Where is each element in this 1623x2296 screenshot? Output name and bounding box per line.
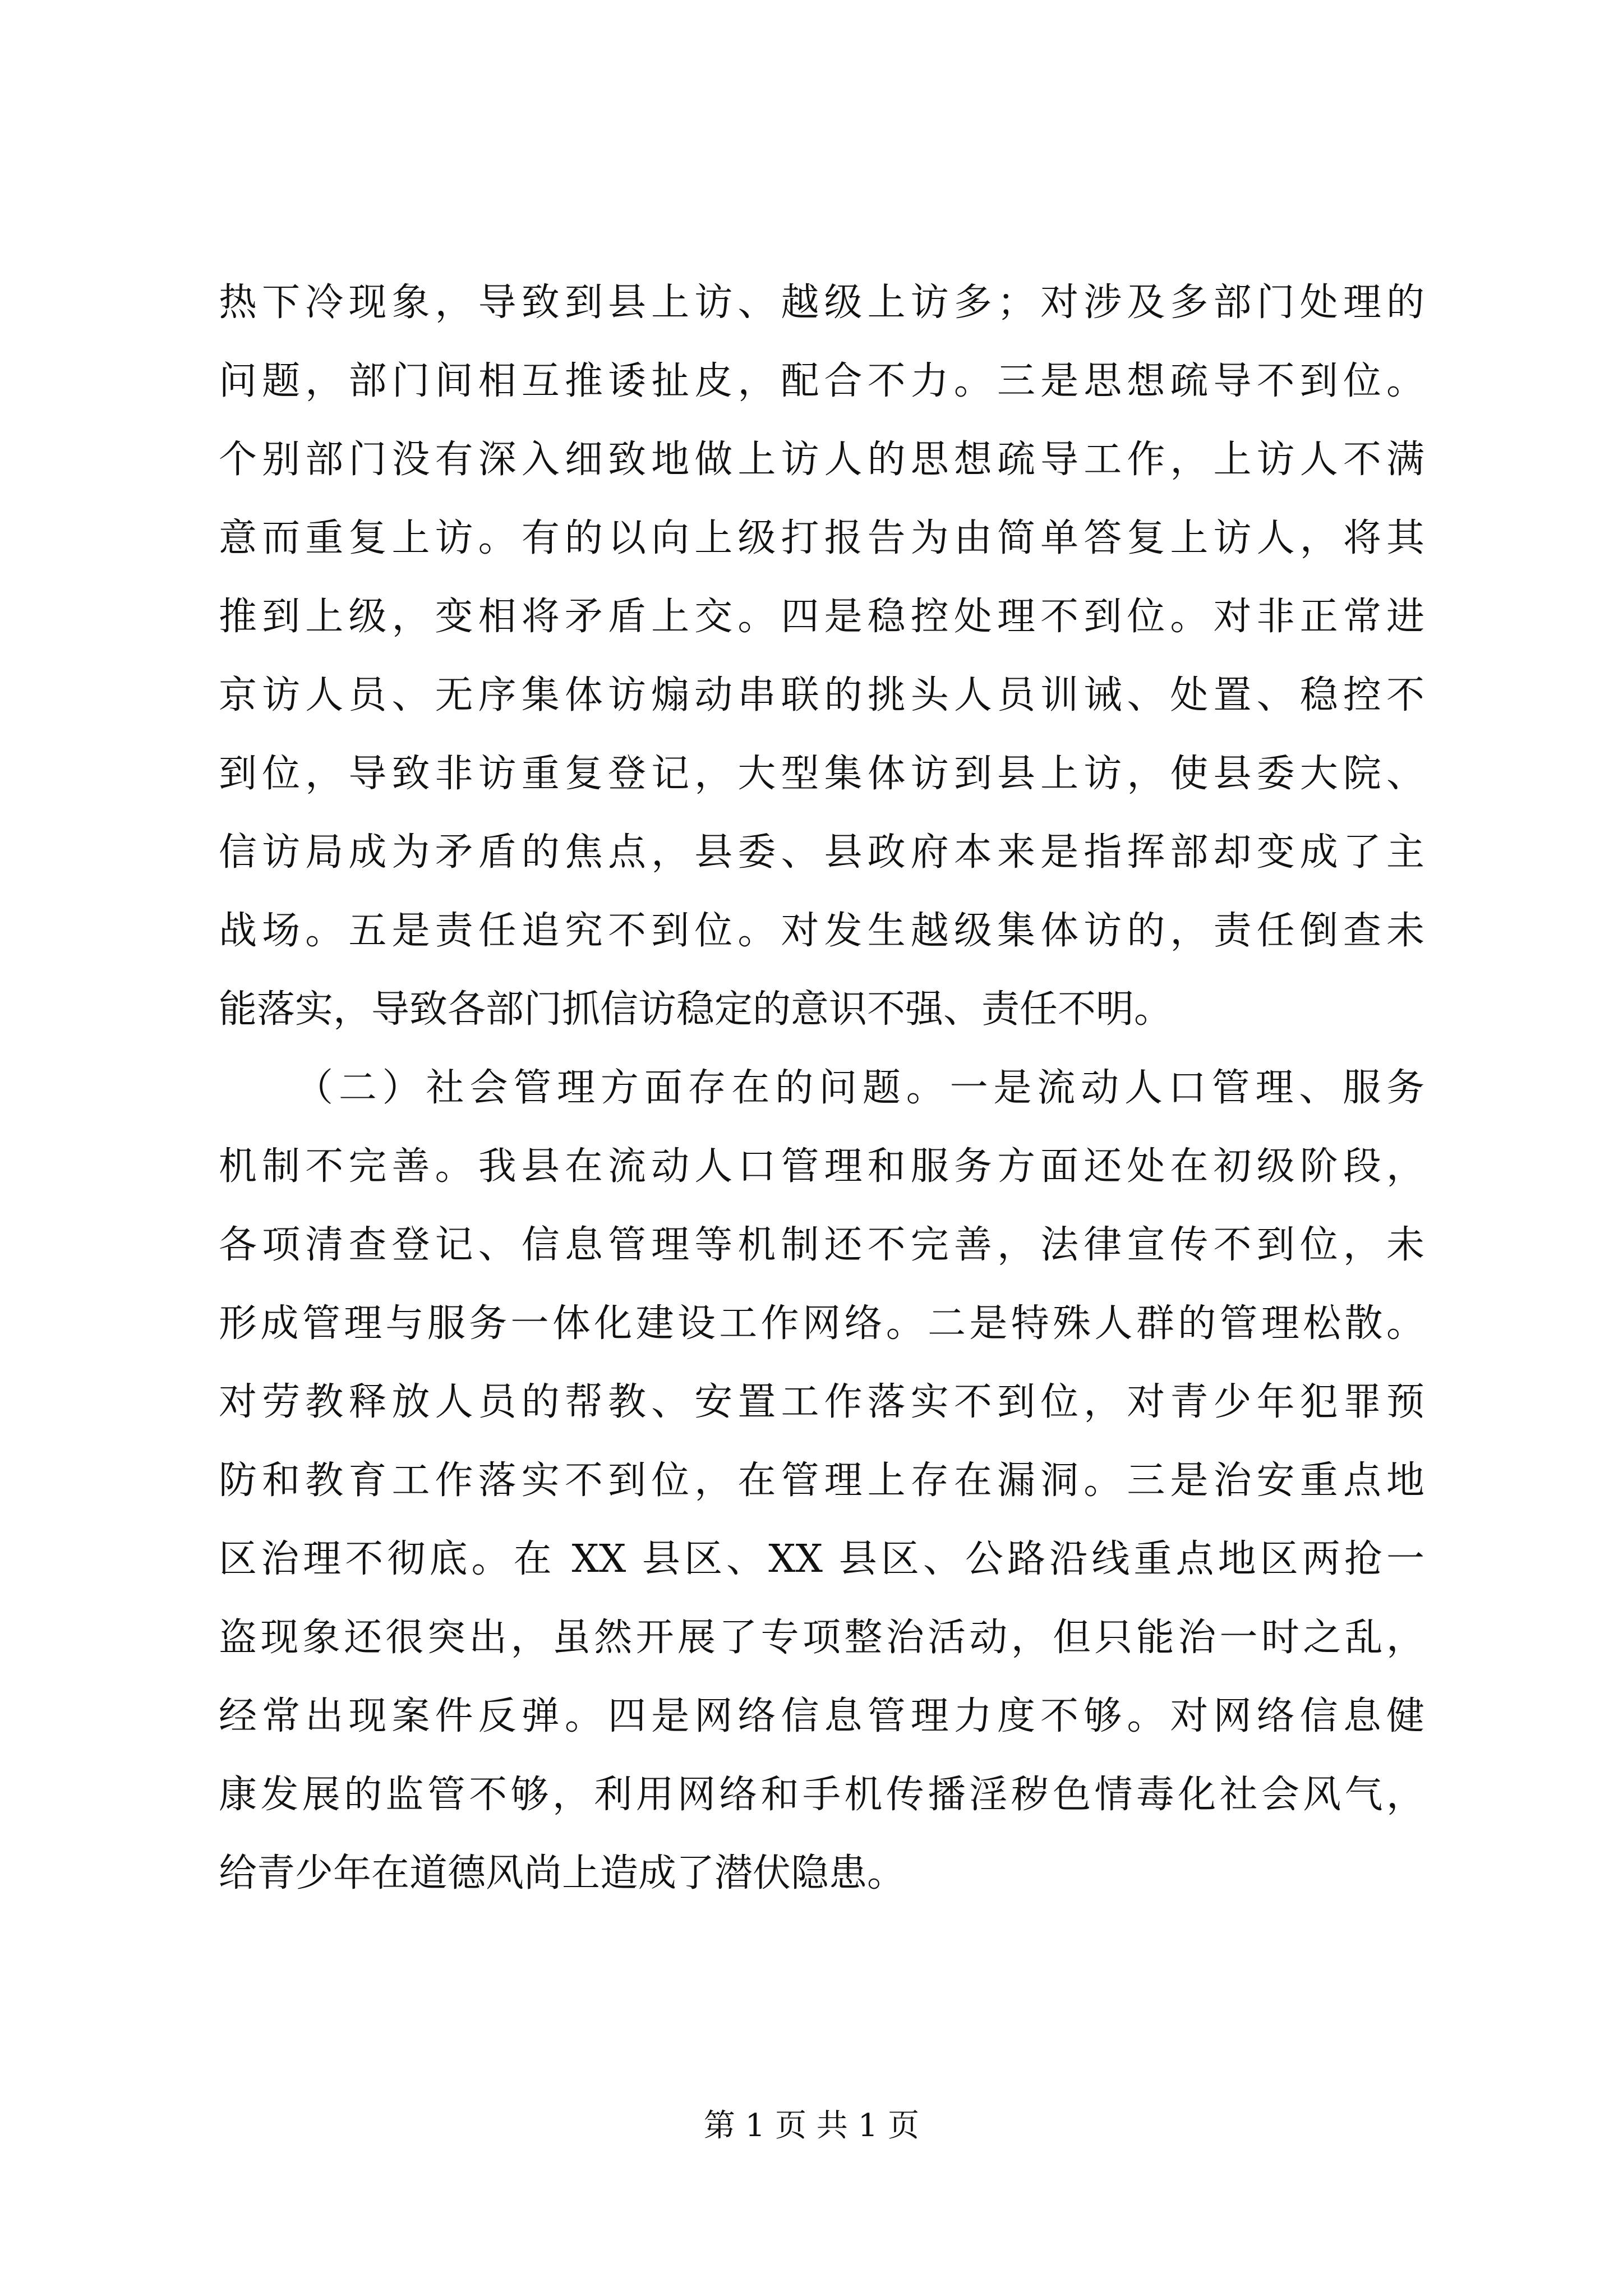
text-line: 给青少年在道德风尚上造成了潜伏隐患。 (219, 1851, 906, 1895)
document-body (219, 264, 1424, 1913)
text-line: 到位，导致非访重复登记，大型集体访到县上访，使县委大院、 (219, 752, 1424, 796)
text-line: 推到上级，变相将矛盾上交。四是稳控处理不到位。对非正常进 (219, 595, 1424, 639)
paragraph-2 (219, 1049, 1424, 1913)
text-line: 形成管理与服务一体化建设工作网络。二是特殊人群的管理松散。 (219, 1301, 1424, 1346)
text-line: 对劳教释放人员的帮教、安置工作落实不到位，对青少年犯罪预 (219, 1380, 1424, 1424)
text-line: 战场。五是责任追究不到位。对发生越级集体访的，责任倒查未 (219, 909, 1424, 953)
text-line: 机制不完善。我县在流动人口管理和服务方面还处在初级阶段， (219, 1144, 1424, 1189)
text-line: 盗现象还很突出，虽然开展了专项整治活动，但只能治一时之乱， (219, 1616, 1424, 1660)
page-footer (0, 2104, 1623, 2148)
text-line: 信访局成为矛盾的焦点，县委、县政府本来是指挥部却变成了主 (219, 830, 1424, 875)
text-line: 各项清查登记、信息管理等机制还不完善，法律宣传不到位，未 (219, 1223, 1424, 1267)
text-line: 防和教育工作落实不到位，在管理上存在漏洞。三是治安重点地 (219, 1458, 1424, 1503)
page-number-label: 第 1 页 共 1 页 (703, 2108, 920, 2144)
text-line: 京访人员、无序集体访煽动串联的挑头人员训诫、处置、稳控不 (219, 673, 1424, 717)
paragraph-1 (219, 264, 1424, 1049)
text-line: 热下冷现象，导致到县上访、越级上访多；对涉及多部门处理的 (219, 280, 1424, 325)
text-line: 能落实，导致各部门抓信访稳定的意识不强、责任不明。 (219, 987, 1173, 1032)
text-line: 问题，部门间相互推诿扯皮，配合不力。三是思想疏导不到位。 (219, 359, 1424, 403)
text-line: 意而重复上访。有的以向上级打报告为由简单答复上访人，将其 (219, 516, 1424, 560)
text-line: 康发展的监管不够，利用网络和手机传播淫秽色情毒化社会风气， (219, 1773, 1424, 1817)
text-line: 区治理不彻底。在 XX 县区、XX 县区、公路沿线重点地区两抢一 (219, 1537, 1424, 1581)
text-line: 个别部门没有深入细致地做上访人的思想疏导工作，上访人不满 (219, 438, 1424, 482)
text-line: 经常出现案件反弹。四是网络信息管理力度不够。对网络信息健 (219, 1694, 1424, 1738)
text-line: （二）社会管理方面存在的问题。一是流动人口管理、服务 (295, 1066, 1424, 1110)
